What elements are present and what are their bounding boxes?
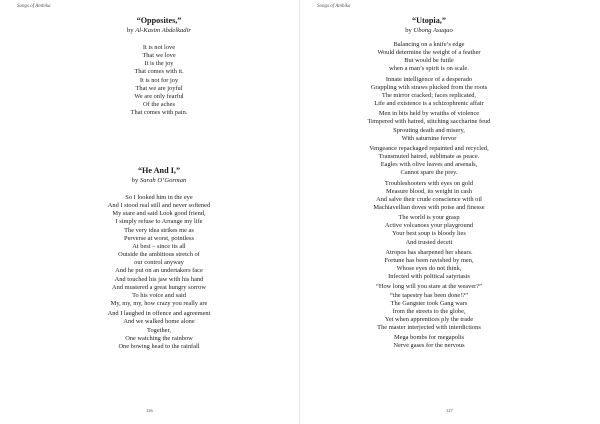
poem-line: We are only fearful xyxy=(134,92,184,100)
poem-line: I simply refuse to Arrange my life xyxy=(115,218,203,226)
poem-line: And he put on an undertakers face xyxy=(115,267,203,275)
poem-line: “the tapestry has been done!?” xyxy=(389,291,469,299)
stanza xyxy=(344,180,514,213)
byline-prefix: by xyxy=(405,27,412,34)
poem-line: Yet when apprentices ply the trade xyxy=(384,316,474,323)
poem-line: Life and existence is a schizophrenic affair xyxy=(374,100,484,108)
poem-line: With saturnine fervor xyxy=(401,134,457,142)
poem-line: At best – since its all xyxy=(132,242,186,250)
stanza xyxy=(344,249,514,282)
poem-line: Mega bombs for megapolis xyxy=(393,334,465,342)
right-page xyxy=(300,0,600,424)
poem-line: Atropos has sharpened her shears. xyxy=(385,248,473,256)
poem-line: “How long will you stare at the weaver?” xyxy=(376,283,482,291)
poem-line: Infected with political satyriasis xyxy=(388,273,470,281)
poem-byline xyxy=(82,176,236,185)
poem-line: when a man’s spirit is on scale. xyxy=(389,65,469,73)
poem-line: One bowing head to the rainfall xyxy=(118,342,200,350)
poem-line: Measure blood, its weight in cash xyxy=(386,187,472,195)
stanza xyxy=(92,44,226,117)
running-head: Songs of Ambika xyxy=(17,4,51,9)
poem-line: Would determine the weight of a feather xyxy=(377,49,481,57)
poem-line: The mirror cracked; faces replicated, xyxy=(381,91,477,99)
poem-line: And trusted deceit xyxy=(405,238,453,246)
poem-line: Men in bits held by wraiths of violence xyxy=(378,110,480,118)
poem-line: Outside the ambitious stretch of xyxy=(118,251,200,259)
poem-line: Cannot spare the prey. xyxy=(400,169,458,177)
poem-author: Al-Kasim Abdelkadir xyxy=(135,27,191,34)
poem-line: Troubleshooters with eyes on gold xyxy=(384,179,474,187)
running-head: Songs of Ambika xyxy=(317,4,351,9)
byline-prefix: by xyxy=(127,27,134,34)
poem-line: Grappling with straws plucked from the roots xyxy=(370,83,488,91)
poem-he-and-i xyxy=(82,166,236,351)
poem-line: And touched his jaw with his hand xyxy=(114,275,204,283)
poem-line: But would be futile xyxy=(404,57,454,65)
stanza xyxy=(344,110,514,143)
poem-line: Of the aches xyxy=(143,101,175,109)
byline-prefix: by xyxy=(131,177,139,184)
poem-line: One watching the rainbow xyxy=(125,334,193,342)
poem-line: Tempered with hatred, stitching saccharine feud xyxy=(367,118,491,126)
poem-line: Whose eyes do not think, xyxy=(396,265,462,273)
poem-line: It is the joy xyxy=(144,60,174,68)
poem-line: our control anyway xyxy=(134,259,184,267)
poem-line: My stare and said Look good friend, xyxy=(112,210,206,218)
page-number: 127 xyxy=(446,408,453,413)
stanza xyxy=(82,194,236,308)
poem-title: “Opposites,” xyxy=(136,16,182,25)
poem-title: “He And I,” xyxy=(137,166,181,175)
stanza xyxy=(344,334,514,350)
poem-line: Nerve gases for the nervous xyxy=(393,342,465,350)
poem-line: The world is your grasp xyxy=(398,214,460,222)
page-number: 126 xyxy=(146,408,153,413)
poem-line: Fortune has been ravished by men, xyxy=(384,256,474,264)
poem-line: And we walked home alone xyxy=(123,318,195,326)
poem-line: Transmuted hatred, sublimate as peace. xyxy=(378,153,480,161)
poem-line: That comes with it. xyxy=(134,68,184,76)
poem-title: “Utopia,” xyxy=(412,16,446,25)
poem-line: And I laughed in offence and agreement xyxy=(107,310,211,318)
poem-line: Machiavellian doves with poise and finesse xyxy=(373,203,485,211)
stanza xyxy=(344,41,514,74)
poem-line: Active volcanoes your playground xyxy=(384,222,474,230)
poem-byline xyxy=(92,26,226,35)
poem-line: It is not love xyxy=(142,44,176,51)
poem-line: Vengeance repackaged repainted and recycled, xyxy=(369,144,489,152)
poem-utopia xyxy=(344,16,514,351)
poem-line: My, my, my, how crazy you really are xyxy=(110,300,208,308)
stanza xyxy=(344,76,514,109)
poem-line: from the streets to the globe, xyxy=(392,307,466,315)
poem-line: Sprouting death and misery, xyxy=(393,126,465,134)
poem-line: And I stood real still and never softened xyxy=(107,202,211,210)
poem-author: Sarah O’Gorman xyxy=(139,177,187,184)
poem-line: The master interjected with interdictions xyxy=(377,324,481,332)
poem-line: Your best soup is bloody lies xyxy=(392,230,466,238)
poem-line: Balancing on a knife’s edge xyxy=(393,41,465,48)
stanza xyxy=(344,145,514,178)
poem-line: So I looked him in the eye xyxy=(125,194,193,201)
stanza xyxy=(344,283,514,332)
poem-line: The Gangster took Gang wars xyxy=(390,299,468,307)
poem-line: It is not for joy xyxy=(139,76,179,84)
poem-line: That we love xyxy=(142,52,176,60)
poem-line: That we are joyful xyxy=(135,84,183,92)
poem-line: Innate intelligence of a desperado xyxy=(385,75,473,83)
poem-opposites xyxy=(92,16,226,117)
poem-line: And mustered a great hungry sorrow xyxy=(112,283,206,291)
poem-line: Together, xyxy=(147,326,171,334)
poem-line: Perverse at worst, pointless xyxy=(124,234,194,242)
stanza xyxy=(344,214,514,247)
poem-line: And salve their crude conscience with oil xyxy=(376,195,482,203)
poem-line: Eagles with olive leaves and arsenals, xyxy=(380,161,478,169)
stanza xyxy=(82,310,236,351)
poem-line: The very idea strikes me as xyxy=(124,226,194,234)
poem-byline xyxy=(344,26,514,35)
poem-author: Ubong Asuquo xyxy=(413,27,453,34)
poem-line: That comes with pain. xyxy=(130,109,188,117)
poem-line: To his voice and said xyxy=(132,291,186,299)
